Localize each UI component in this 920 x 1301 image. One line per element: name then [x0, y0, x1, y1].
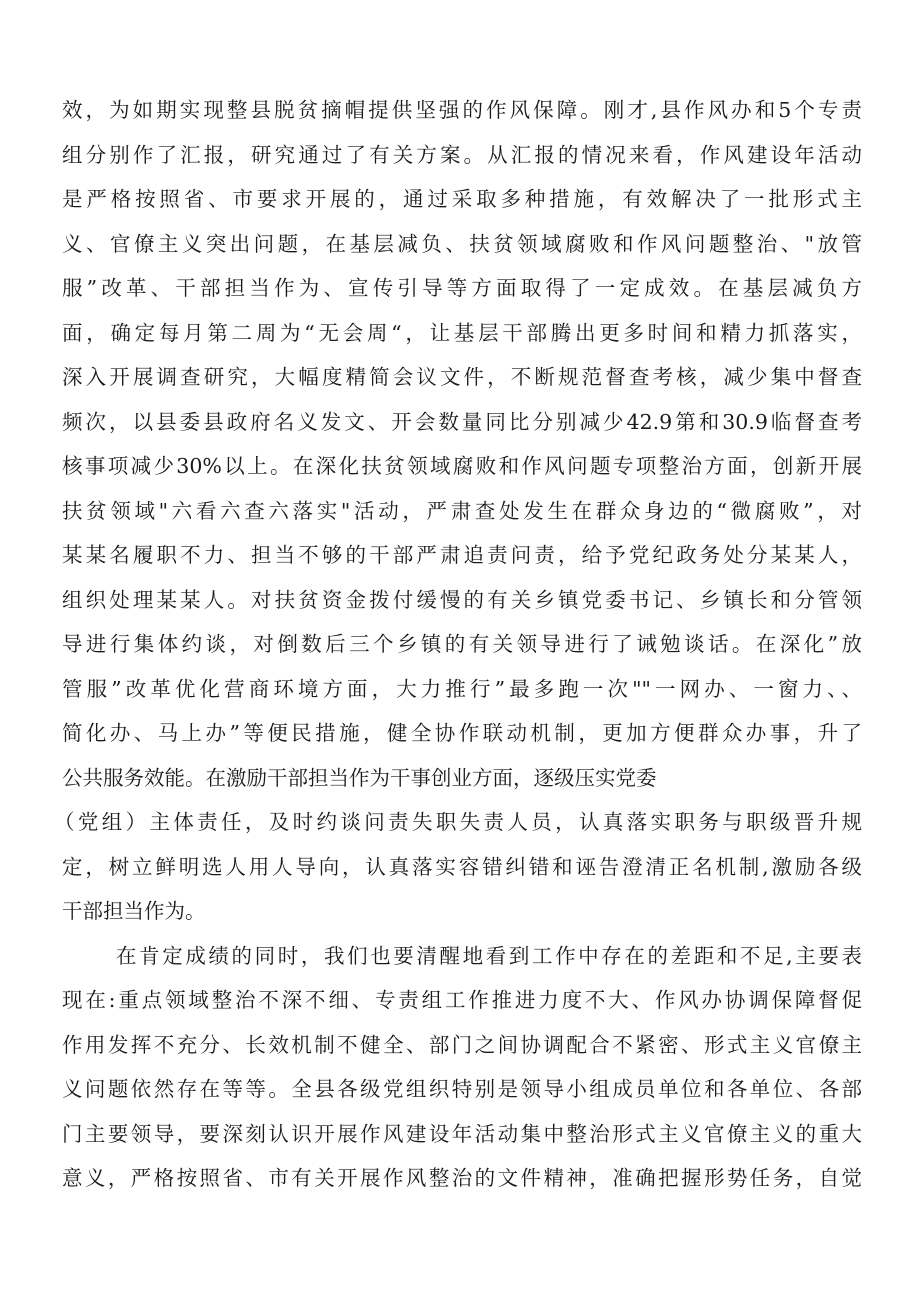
document-body	[54, 88, 862, 1201]
text-line: 作用发挥不充分、长效机制不健全、部门之间协调配合不紧密、形式主义官僚主	[62, 1032, 862, 1057]
text-line: 组分别作了汇报，研究通过了有关方案。从汇报的情况来看，作风建设年活动	[62, 142, 862, 167]
text-line: 组织处理某某人。对扶贫资金拨付缓慢的有关乡镇党委书记、乡镇长和分管领	[62, 587, 862, 612]
text-line: 某某名履职不力、担当不够的干部严肃追责问责，给予党纪政务处分某某人，	[62, 543, 862, 567]
text-line: 义问题依然存在等等。全县各级党组织特别是领导小组成员单位和各单位、各部	[62, 1077, 862, 1101]
text-line: 深入开展调查研究，大幅度精简会议文件，不断规范督查考核，减少集中督查	[62, 365, 862, 389]
paragraph-shortcomings	[62, 934, 862, 1201]
text-line: 导进行集体约谈，对倒数后三个乡镇的有关领导进行了诫勉谈话。在深化”放	[62, 632, 862, 656]
text-line: 服”改革、干部担当作为、宣传引导等方面取得了一定成效。在基层减负方	[62, 276, 862, 300]
text-line: 定，树立鲜明选人用人导向，认真落实容错纠错和诬告澄清正名机制,激励各级	[62, 854, 862, 879]
text-line: 面，确定每月第二周为“无会周“，让基层干部腾出更多时间和精力抓落实，	[62, 320, 862, 345]
text-line: 干部担当作为。	[62, 899, 206, 923]
text-line: 义、官僚主义突出问题，在基层减负、扶贫领域腐败和作风问题整治、"放管	[62, 231, 862, 256]
text-line: 频次，以县委县政府名义发文、开会数量同比分别减少42.9第和30.9临督查考	[62, 409, 862, 434]
text-line: 门主要领导，要深刻认识开展作风建设年活动集中整治形式主义官僚主义的重大	[62, 1121, 862, 1146]
text-line: 效，为如期实现整县脱贫摘帽提供坚强的作风保障。刚才,县作风办和5个专责	[62, 98, 862, 122]
text-line: 在肯定成绩的同时，我们也要清醒地看到工作中存在的差距和不足,主要表	[116, 943, 862, 968]
text-line: 现在:重点领域整治不深不细、专责组工作推进力度不大、作风办协调保障督促	[62, 988, 862, 1012]
paragraph-achievements	[54, 88, 862, 934]
text-line: 公共服务效能。在激励干部担当作为干事创业方面，逐级压实党委	[62, 765, 657, 790]
text-line: 核事项减少30%以上。在深化扶贫领域腐败和作风问题专项整治方面，创新开展	[62, 454, 862, 478]
text-line: 管服”改革优化营商环境方面，大力推行”最多跑一次""一网办、一窗力、、	[62, 676, 862, 701]
text-line: （党组）主体责任，及时约谈问责失职失责人员，认真落实职务与职级晋升规	[54, 810, 862, 834]
text-line: 简化办、马上办”等便民措施，健全协作联动机制，更加方便群众办事，升了	[62, 721, 862, 745]
text-line: 扶贫领域"六看六查六落实"活动，严肃查处发生在群众身边的“微腐败”，对	[62, 498, 862, 523]
text-line: 意义，严格按照省、市有关开展作风整治的文件精神，准确把握形势任务，自觉	[62, 1166, 862, 1190]
text-line: 是严格按照省、市要求开展的，通过采取多种措施，有效解决了一批形式主	[62, 187, 862, 211]
